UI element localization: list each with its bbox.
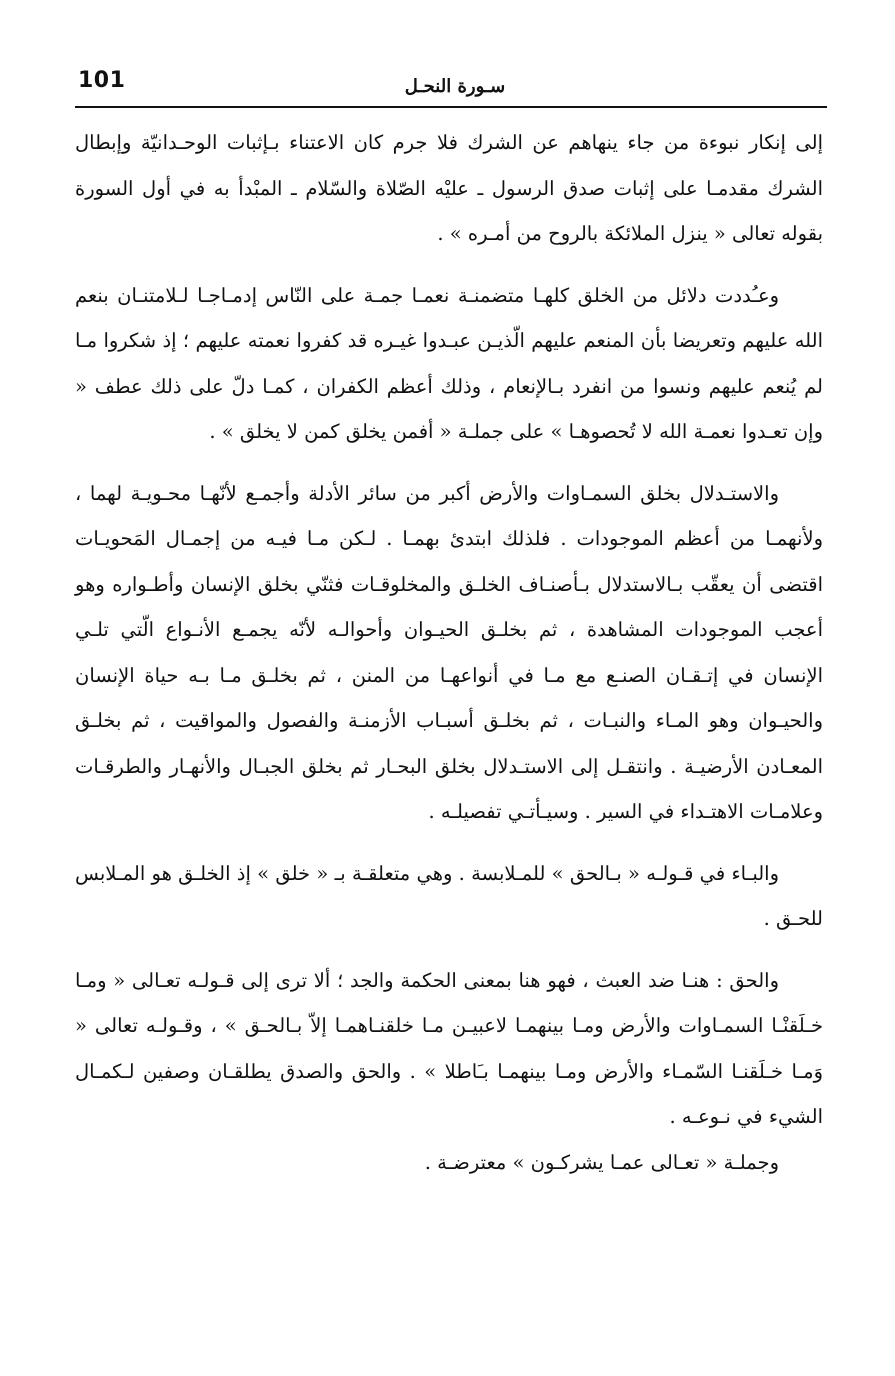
surah-title: سـورة النحـل	[404, 76, 506, 97]
paragraph-gap	[75, 257, 823, 273]
paragraph-2: وعـُددت دلائل من الخلق كلهـا متضمنـة نعمـا جمـة على النّاس إدمـاجـا لـلامتنـان بنعم الله عليهم وتعريضا بأن المنعم عليهم الّذيـن عبـدوا غيـره قد كفروا نعمته عليهم ؛ إذ شكروا مـا لم يُنعم عليهم ونسوا من انفرد بـالإنعام ، وذلك أعظم الكفران ، كمـا دلّ على ذلك عطف « وإن تعـدوا نعمـة الله لا تُحصوهـا » على جملـة « أفمن يخلق كمن لا يخلق » .	[75, 283, 823, 443]
paragraph-6: وجملـة « تعـالى عمـا يشركـون » معترضـة .	[424, 1150, 779, 1174]
paragraph-gap	[75, 455, 823, 471]
header-rule	[75, 106, 827, 108]
paragraph-1: إلى إنكار نبوءة من جاء ينهاهم عن الشرك فلا جرم كان الاعتناء بـإثبات الوحـدانيّة وإبطال الشرك مقدمـا على إثبات صدق الرسول ـ عليْه الصّلاة والسّلام ـ المبْدأ به في أول السورة بقوله تعالى « ينزل الملائكة بالروح من أمـره » .	[75, 131, 823, 245]
body-text	[75, 120, 823, 1185]
paragraph-gap	[75, 835, 823, 851]
paragraph-3: والاستـدلال بخلق السمـاوات والأرض أكبر من سائر الأدلة وأجمـع لأنّهـا محـويـة لهما ، ولأنهمـا من أعظم الموجودات . فلذلك ابتدئ بهمـا . لـكن مـا فيـه من إجمـال المَحويـات اقتضى أن يعقّب بـالاستدلال بـأصنـاف الخلـق والمخلوقـات فثنّي بخلق الإنسان وأطـواره وهو أعجب الموجودات المشاهدة ، ثم بخلـق الحيـوان وأحوالـه لأنّه يجمـع الأنـواع الّتي تلـي الإنسان في إتـقـان الصنـع مع مـا في أنواعهـا من المنن ، ثم بخلـق مـا بـه حياة الإنسان والحيـوان وهو المـاء والنبـات ، ثم بخلـق أسبـاب الأزمنـة والفصول والمواقيت ، ثم بخلـق المعـادن الأرضيـة . وانتقـل إلى الاستـدلال بخلق البحـار ثم بخلق الجبـال والأنهـار والطرقـات وعلامـات الاهتـداء في السير . وسيـأتـي تفصيلـه .	[75, 481, 823, 823]
paragraph-5: والحق : هنـا ضد العبث ، فهو هنا بمعنى الحكمة والجد ؛ ألا ترى إلى قـولـه تعـالى « ومـا خـلَقنْـا السمـاوات والأرض ومـا بينهمـا لاعبيـن مـا خلقنـاهمـا إلاّ بـالحـق » ، وقـولـه تعالى « وَمـا خـلَقنـا السّمـاء والأرض ومـا بينهمـا بـَاطلا » . والحق والصدق يطلقـان وصفين لـكمـال الشيء في نـوعـه .	[75, 968, 823, 1128]
paragraph-gap	[75, 942, 823, 958]
paragraph-4: والبـاء في قـولـه « بـالحق » للمـلابسة . وهي متعلقـة بـ « خلق » إذ الخلـق هو المـلابس للحـق .	[75, 861, 823, 930]
page-number: 101	[78, 68, 126, 93]
